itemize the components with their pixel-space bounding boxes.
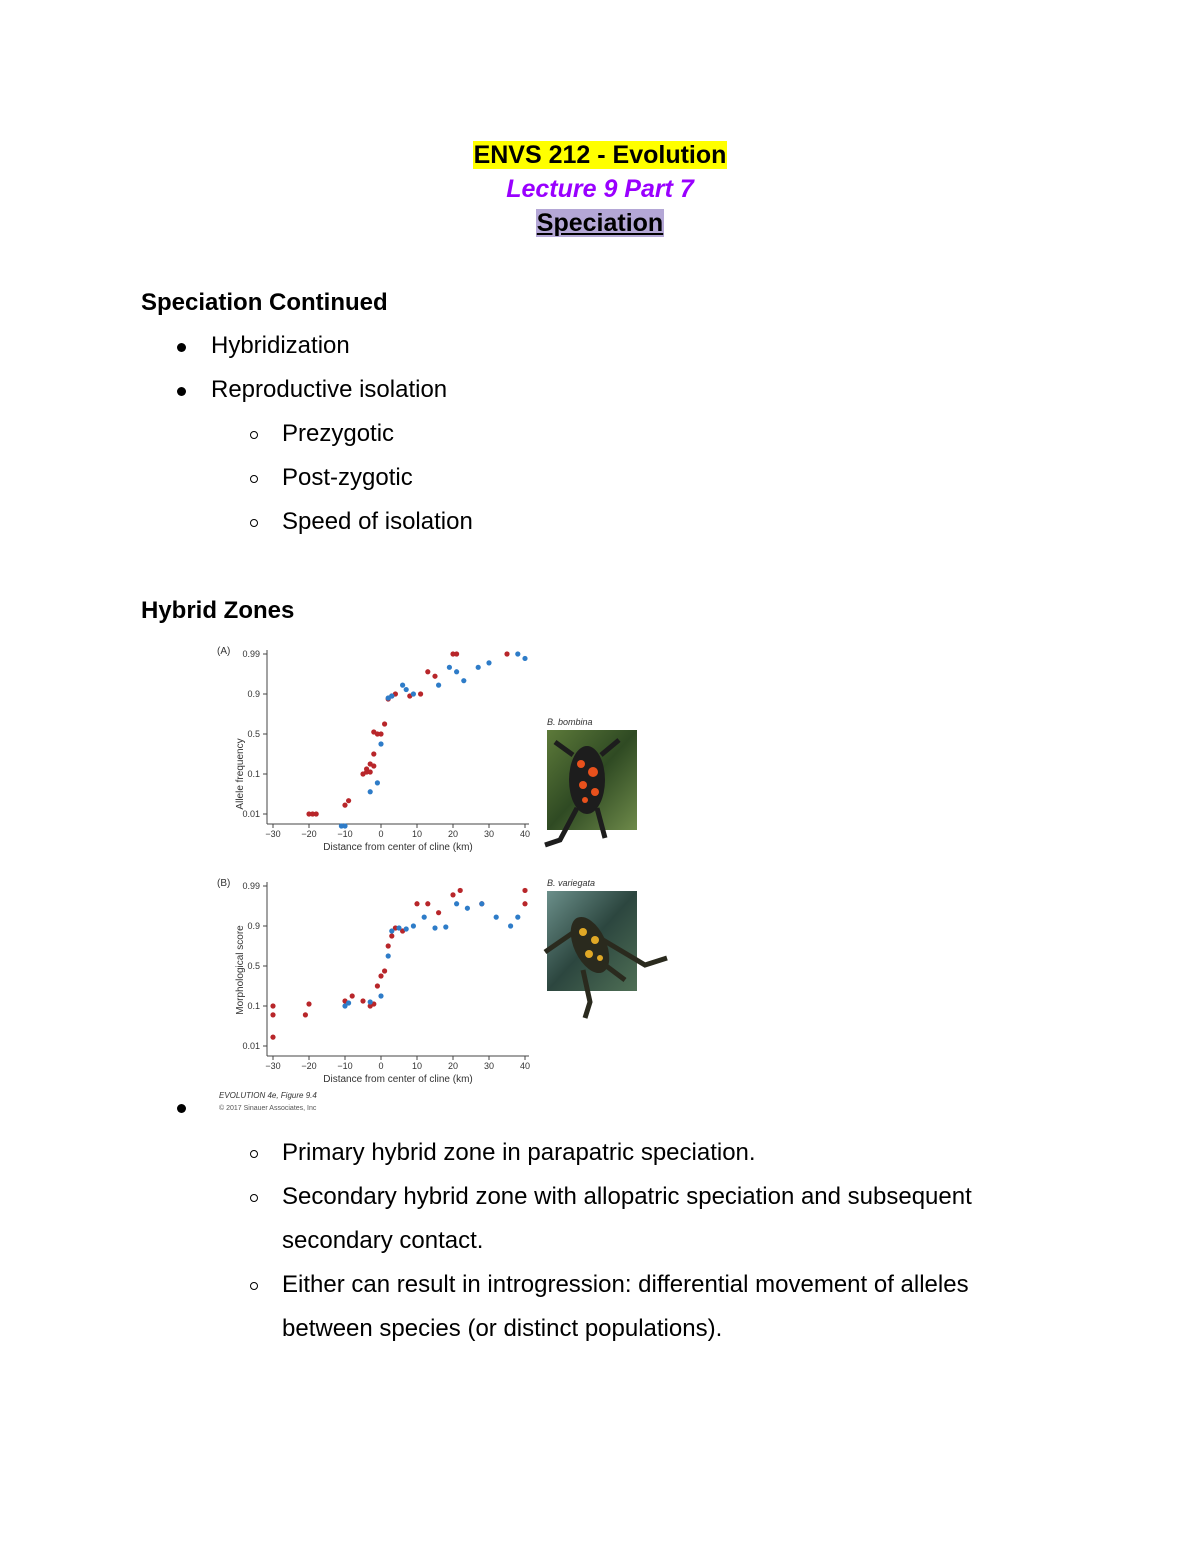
data-point-red [342,803,347,808]
data-point-blue [432,925,437,930]
data-point-red [371,751,376,756]
lecture-title: Lecture 9 Part 7 [506,175,694,203]
x-axis-label-a: Distance from center of cline (km) [323,842,473,853]
data-point-red [386,943,391,948]
data-point-blue [400,683,405,688]
sub-list-item-continuation: secondary contact. [282,1227,484,1254]
data-point-blue [346,1000,351,1005]
data-point-blue [389,928,394,933]
x-tick-label: 10 [411,829,423,839]
y-tick-label: 0.1 [247,769,260,779]
x-tick-label: −20 [301,1061,317,1071]
data-point-blue [368,999,373,1004]
y-tick-label: 0.9 [247,689,260,699]
data-point-red [414,901,419,906]
data-point-blue [447,665,452,670]
data-point-red [382,721,387,726]
x-axis-label-b: Distance from center of cline (km) [323,1074,473,1085]
x-tick-label: 0 [378,1061,384,1071]
figure-caption-copyright: © 2017 Sinauer Associates, Inc [219,1105,317,1112]
data-point-red [270,1035,275,1040]
x-tick-label: 20 [447,829,459,839]
sub-bullet-marker [250,519,258,527]
data-point-red [450,892,455,897]
toad-photo-variegata [545,891,667,1018]
sub-list-item-continuation: between species (or distinct populations). [282,1315,723,1342]
data-point-red [371,763,376,768]
data-point-blue [342,823,347,828]
section-heading-speciation-continued: Speciation Continued [141,289,388,316]
data-point-blue [494,915,499,920]
data-point-red [378,973,383,978]
data-point-blue [515,915,520,920]
y-tick-label: 0.5 [247,961,260,971]
data-point-blue [476,665,481,670]
data-point-blue [404,687,409,692]
data-point-red [425,901,430,906]
data-point-red [303,1012,308,1017]
x-tick-label: −20 [301,829,317,839]
x-tick-label: −10 [337,1061,353,1071]
data-point-blue [479,901,484,906]
data-point-blue [454,669,459,674]
data-point-red [389,933,394,938]
data-point-blue [378,741,383,746]
data-points-a [306,651,527,828]
sub-bullet-marker [250,431,258,439]
topic-title [0,209,1200,238]
chart-panel-b [217,878,530,1085]
data-point-red [270,1012,275,1017]
sub-list-item: Post-zygotic [282,464,413,491]
data-point-blue [411,923,416,928]
data-point-blue [454,901,459,906]
x-tick-label: −30 [265,829,281,839]
data-point-red [378,731,383,736]
data-point-blue [404,926,409,931]
data-point-blue [396,925,401,930]
bullet-marker [177,1104,186,1113]
x-tick-label: 10 [411,1061,423,1071]
section-heading-hybrid-zones: Hybrid Zones [141,597,295,624]
data-point-red [504,651,509,656]
course-title [0,141,1200,170]
list-item: Reproductive isolation [211,376,448,403]
data-point-red [454,651,459,656]
y-tick-label: 0.99 [242,881,260,891]
data-point-red [425,669,430,674]
bullet-marker [177,387,186,396]
sub-list-item: Primary hybrid zone in parapatric speciation. [282,1139,756,1166]
data-point-blue [436,683,441,688]
data-point-blue [515,651,520,656]
data-point-blue [378,993,383,998]
x-tick-label: 40 [519,829,531,839]
data-point-red [346,798,351,803]
panel-label-b: (B) [217,878,231,889]
data-point-red [314,811,319,816]
hybrid-zone-figure [205,640,675,1120]
data-point-blue [411,691,416,696]
panel-label-a: (A) [217,646,231,657]
sub-list-item: Secondary hybrid zone with allopatric speciation and subsequent [282,1183,972,1210]
data-point-red [436,910,441,915]
course-title-text: ENVS 212 - Evolution [473,141,727,169]
data-point-blue [461,678,466,683]
data-point-blue [386,953,391,958]
data-point-red [350,993,355,998]
y-axis-label-a: Allele frequency [235,738,246,810]
species-label-variegata: B. variegata [547,878,596,888]
sub-list-item: Prezygotic [282,420,395,447]
x-tick-label: 30 [483,1061,495,1071]
axes-b [242,881,530,1071]
x-tick-label: 20 [447,1061,459,1071]
y-tick-label: 0.5 [247,729,260,739]
data-point-blue [368,789,373,794]
species-label-bombina: B. bombina [547,717,593,727]
data-point-red [418,691,423,696]
data-point-blue [443,924,448,929]
axes-a [242,649,530,839]
figure-caption-source: EVOLUTION 4e, Figure 9.4 [219,1091,317,1100]
topic-title-text: Speciation [536,209,664,237]
data-point-blue [422,915,427,920]
data-points-b [270,888,527,1040]
data-point-blue [486,660,491,665]
sub-bullet-marker [250,1282,258,1290]
data-point-red [364,766,369,771]
x-tick-label: 40 [519,1061,531,1071]
data-point-red [371,729,376,734]
x-tick-label: −10 [337,829,353,839]
data-point-red [458,888,463,893]
x-tick-label: 0 [378,829,384,839]
sub-bullet-marker [250,475,258,483]
data-point-red [432,674,437,679]
data-point-blue [389,693,394,698]
data-point-red [522,888,527,893]
y-tick-label: 0.01 [242,809,260,819]
sub-list-item: Either can result in introgression: differential movement of alleles [282,1271,969,1298]
data-point-red [306,1001,311,1006]
sub-bullet-marker [250,1150,258,1158]
y-tick-label: 0.1 [247,1001,260,1011]
list-item: Hybridization [211,332,350,359]
data-point-red [360,998,365,1003]
data-point-red [522,901,527,906]
chart-panel-a [217,646,530,853]
y-axis-label-b: Morphological score [235,925,246,1015]
data-point-blue [508,923,513,928]
bullet-marker [177,343,186,352]
x-tick-label: −30 [265,1061,281,1071]
data-point-red [375,983,380,988]
data-point-red [382,968,387,973]
y-tick-label: 0.01 [242,1041,260,1051]
sub-list-item: Speed of isolation [282,508,473,535]
y-tick-label: 0.99 [242,649,260,659]
data-point-blue [375,780,380,785]
x-tick-label: 30 [483,829,495,839]
toad-photo-bombina [545,730,637,845]
data-point-blue [465,906,470,911]
data-point-blue [522,656,527,661]
sub-bullet-marker [250,1194,258,1202]
data-point-red [270,1003,275,1008]
y-tick-label: 0.9 [247,921,260,931]
